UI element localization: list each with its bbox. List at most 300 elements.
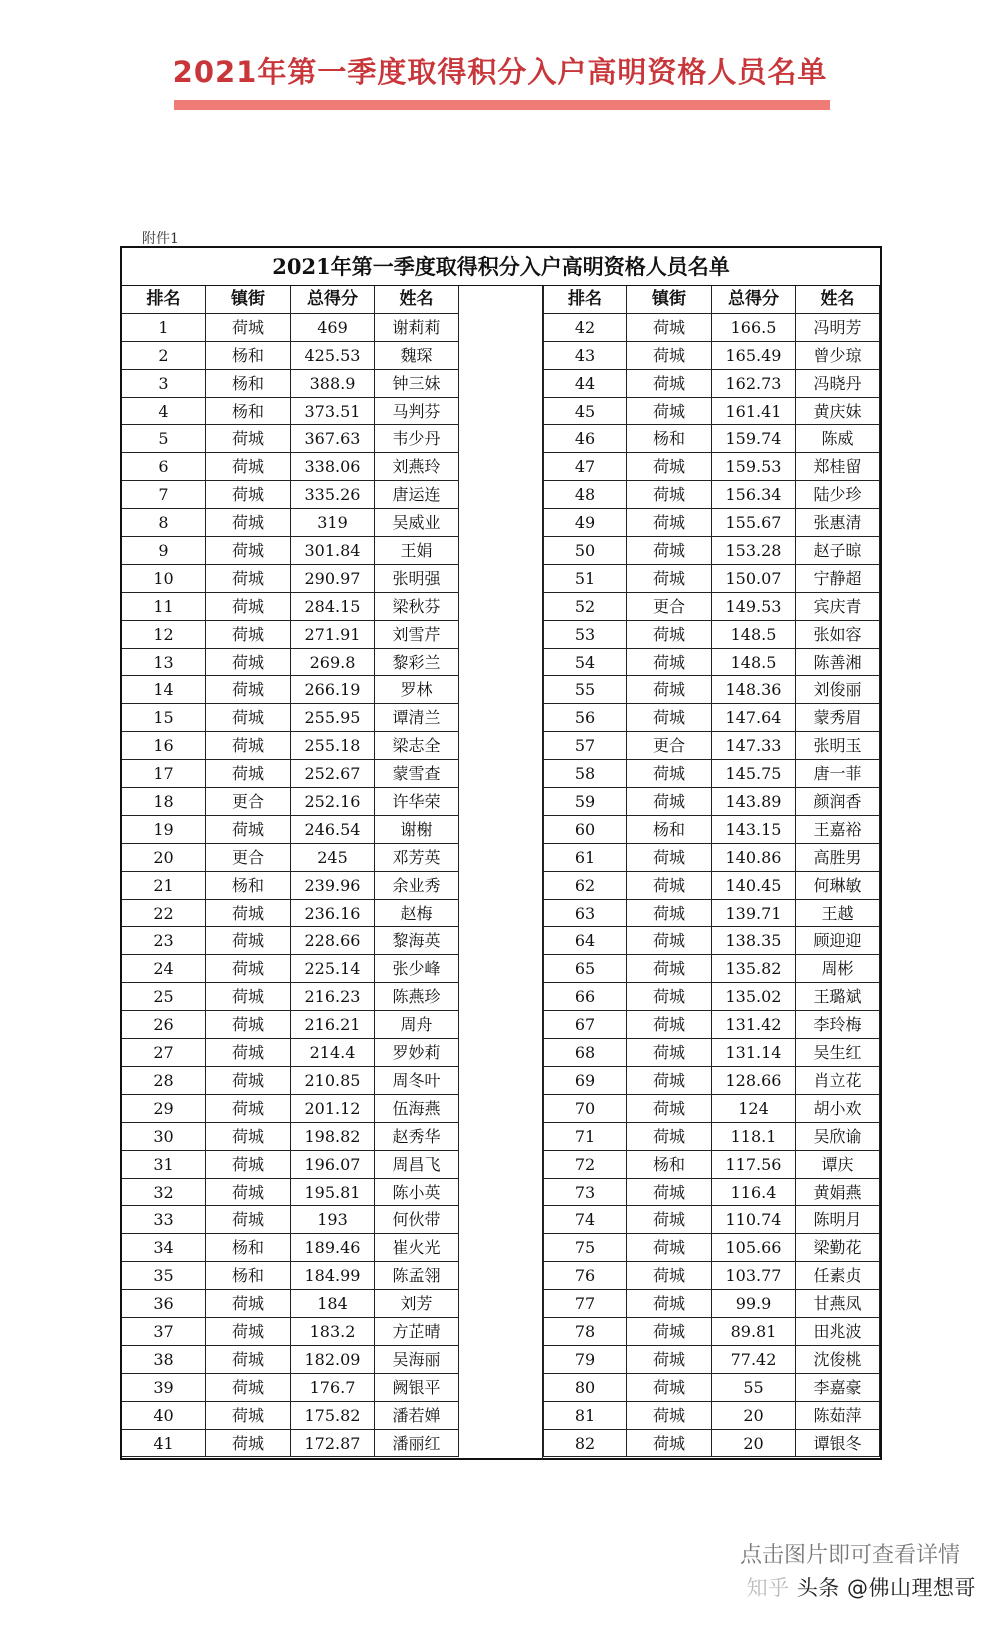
cell-town: 荷城 bbox=[627, 565, 712, 593]
cell-rank: 9 bbox=[122, 537, 206, 565]
cell-town: 杨和 bbox=[206, 342, 291, 370]
cell-name: 谢莉莉 bbox=[375, 314, 459, 342]
cell-score: 210.85 bbox=[291, 1067, 375, 1095]
cell-rank: 36 bbox=[122, 1290, 206, 1318]
cell-name: 余业秀 bbox=[375, 872, 459, 900]
cell-score: 216.21 bbox=[291, 1011, 375, 1039]
cell-name: 方芷晴 bbox=[375, 1318, 459, 1346]
cell-town: 荷城 bbox=[627, 1123, 712, 1151]
cell-name: 蒙雪查 bbox=[375, 760, 459, 788]
cell-score: 284.15 bbox=[291, 593, 375, 621]
cell-name: 吴威业 bbox=[375, 509, 459, 537]
cell-rank: 74 bbox=[543, 1206, 627, 1234]
watermark-zhihu: 知乎 bbox=[746, 1576, 790, 1600]
cell-town: 荷城 bbox=[627, 537, 712, 565]
cell-rank: 77 bbox=[543, 1290, 627, 1318]
cell-town: 荷城 bbox=[627, 1430, 712, 1458]
cell-name: 阙银平 bbox=[375, 1374, 459, 1402]
cell-town: 荷城 bbox=[627, 342, 712, 370]
cell-name: 梁志全 bbox=[375, 732, 459, 760]
cell-town: 荷城 bbox=[206, 1318, 291, 1346]
cell-town: 荷城 bbox=[627, 704, 712, 732]
cell-name: 甘燕凤 bbox=[796, 1290, 880, 1318]
cell-name: 许华荣 bbox=[375, 788, 459, 816]
cell-rank: 75 bbox=[543, 1234, 627, 1262]
cell-town: 荷城 bbox=[206, 1095, 291, 1123]
cell-score: 89.81 bbox=[712, 1318, 796, 1346]
cell-score: 189.46 bbox=[291, 1234, 375, 1262]
cell-rank: 55 bbox=[543, 676, 627, 704]
cell-rank: 26 bbox=[122, 1011, 206, 1039]
cell-town: 荷城 bbox=[627, 481, 712, 509]
header-score: 总得分 bbox=[712, 286, 796, 314]
cell-town: 更合 bbox=[206, 844, 291, 872]
cell-name: 陈孟翎 bbox=[375, 1262, 459, 1290]
cell-town: 荷城 bbox=[627, 900, 712, 928]
cell-score: 271.91 bbox=[291, 621, 375, 649]
table-left-half bbox=[122, 286, 459, 1457]
cell-town: 荷城 bbox=[206, 1206, 291, 1234]
cell-town: 荷城 bbox=[627, 788, 712, 816]
cell-rank: 29 bbox=[122, 1095, 206, 1123]
cell-score: 110.74 bbox=[712, 1206, 796, 1234]
cell-score: 290.97 bbox=[291, 565, 375, 593]
cell-rank: 23 bbox=[122, 927, 206, 955]
cell-town: 荷城 bbox=[627, 1206, 712, 1234]
cell-town: 荷城 bbox=[206, 621, 291, 649]
cell-rank: 38 bbox=[122, 1346, 206, 1374]
cell-score: 183.2 bbox=[291, 1318, 375, 1346]
cell-score: 182.09 bbox=[291, 1346, 375, 1374]
cell-rank: 39 bbox=[122, 1374, 206, 1402]
cell-rank: 68 bbox=[543, 1039, 627, 1067]
cell-score: 255.95 bbox=[291, 704, 375, 732]
cell-rank: 51 bbox=[543, 565, 627, 593]
header-town: 镇街 bbox=[627, 286, 712, 314]
cell-name: 郑桂留 bbox=[796, 453, 880, 481]
cell-name: 肖立花 bbox=[796, 1067, 880, 1095]
cell-rank: 18 bbox=[122, 788, 206, 816]
cell-name: 黎彩兰 bbox=[375, 649, 459, 677]
cell-town: 杨和 bbox=[206, 872, 291, 900]
cell-town: 荷城 bbox=[627, 1039, 712, 1067]
cell-town: 荷城 bbox=[206, 481, 291, 509]
cell-name: 沈俊桃 bbox=[796, 1346, 880, 1374]
cell-rank: 35 bbox=[122, 1262, 206, 1290]
cell-town: 荷城 bbox=[206, 1374, 291, 1402]
cell-score: 131.42 bbox=[712, 1011, 796, 1039]
cell-rank: 53 bbox=[543, 621, 627, 649]
cell-rank: 69 bbox=[543, 1067, 627, 1095]
cell-score: 138.35 bbox=[712, 927, 796, 955]
cell-name: 谭清兰 bbox=[375, 704, 459, 732]
cell-score: 469 bbox=[291, 314, 375, 342]
cell-rank: 3 bbox=[122, 370, 206, 398]
cell-name: 何琳敏 bbox=[796, 872, 880, 900]
cell-rank: 16 bbox=[122, 732, 206, 760]
cell-name: 王嘉裕 bbox=[796, 816, 880, 844]
cell-rank: 63 bbox=[543, 900, 627, 928]
cell-town: 荷城 bbox=[206, 983, 291, 1011]
cell-town: 荷城 bbox=[206, 1290, 291, 1318]
cell-town: 荷城 bbox=[627, 1262, 712, 1290]
cell-score: 135.02 bbox=[712, 983, 796, 1011]
cell-town: 更合 bbox=[627, 593, 712, 621]
cell-name: 谭银冬 bbox=[796, 1430, 880, 1458]
cell-rank: 67 bbox=[543, 1011, 627, 1039]
cell-town: 荷城 bbox=[206, 649, 291, 677]
cell-name: 赵子晾 bbox=[796, 537, 880, 565]
cell-name: 曾少琼 bbox=[796, 342, 880, 370]
cell-rank: 59 bbox=[543, 788, 627, 816]
cell-rank: 43 bbox=[543, 342, 627, 370]
cell-score: 166.5 bbox=[712, 314, 796, 342]
cell-rank: 24 bbox=[122, 955, 206, 983]
cell-name: 冯明芳 bbox=[796, 314, 880, 342]
cell-score: 147.33 bbox=[712, 732, 796, 760]
cell-name: 张明玉 bbox=[796, 732, 880, 760]
cell-rank: 6 bbox=[122, 453, 206, 481]
cell-town: 杨和 bbox=[627, 425, 712, 453]
cell-name: 谢榭 bbox=[375, 816, 459, 844]
cell-name: 赵梅 bbox=[375, 900, 459, 928]
cell-rank: 33 bbox=[122, 1206, 206, 1234]
cell-town: 荷城 bbox=[206, 1067, 291, 1095]
cell-name: 宾庆青 bbox=[796, 593, 880, 621]
cell-score: 139.71 bbox=[712, 900, 796, 928]
cell-rank: 48 bbox=[543, 481, 627, 509]
cell-score: 388.9 bbox=[291, 370, 375, 398]
cell-score: 135.82 bbox=[712, 955, 796, 983]
cell-town: 荷城 bbox=[627, 1346, 712, 1374]
cell-town: 荷城 bbox=[206, 453, 291, 481]
banner-underline bbox=[174, 100, 830, 110]
cell-town: 杨和 bbox=[206, 1262, 291, 1290]
cell-name: 唐一菲 bbox=[796, 760, 880, 788]
cell-rank: 13 bbox=[122, 649, 206, 677]
cell-name: 韦少丹 bbox=[375, 425, 459, 453]
cell-name: 梁勤花 bbox=[796, 1234, 880, 1262]
cell-town: 杨和 bbox=[206, 1234, 291, 1262]
cell-rank: 76 bbox=[543, 1262, 627, 1290]
cell-rank: 7 bbox=[122, 481, 206, 509]
cell-town: 荷城 bbox=[206, 593, 291, 621]
cell-rank: 60 bbox=[543, 816, 627, 844]
cell-town: 荷城 bbox=[627, 453, 712, 481]
cell-rank: 37 bbox=[122, 1318, 206, 1346]
cell-rank: 20 bbox=[122, 844, 206, 872]
cell-town: 荷城 bbox=[627, 1179, 712, 1207]
cell-score: 148.5 bbox=[712, 649, 796, 677]
cell-name: 宁静超 bbox=[796, 565, 880, 593]
cell-score: 269.8 bbox=[291, 649, 375, 677]
cell-score: 116.4 bbox=[712, 1179, 796, 1207]
cell-score: 193 bbox=[291, 1206, 375, 1234]
cell-rank: 57 bbox=[543, 732, 627, 760]
cell-name: 吴欣谕 bbox=[796, 1123, 880, 1151]
cell-score: 335.26 bbox=[291, 481, 375, 509]
cell-town: 荷城 bbox=[627, 1318, 712, 1346]
cell-town: 荷城 bbox=[627, 844, 712, 872]
cell-rank: 8 bbox=[122, 509, 206, 537]
cell-town: 荷城 bbox=[627, 1067, 712, 1095]
cell-rank: 56 bbox=[543, 704, 627, 732]
cell-rank: 31 bbox=[122, 1151, 206, 1179]
cell-rank: 64 bbox=[543, 927, 627, 955]
cell-name: 陈明月 bbox=[796, 1206, 880, 1234]
cell-town: 荷城 bbox=[206, 1346, 291, 1374]
cell-name: 马判芬 bbox=[375, 398, 459, 426]
watermark bbox=[747, 1572, 976, 1602]
cell-name: 陈小英 bbox=[375, 1179, 459, 1207]
cell-name: 赵秀华 bbox=[375, 1123, 459, 1151]
cell-rank: 71 bbox=[543, 1123, 627, 1151]
cell-score: 159.74 bbox=[712, 425, 796, 453]
cell-name: 邓芳英 bbox=[375, 844, 459, 872]
cell-score: 252.16 bbox=[291, 788, 375, 816]
cell-town: 荷城 bbox=[206, 1039, 291, 1067]
cell-name: 谭庆 bbox=[796, 1151, 880, 1179]
cell-score: 214.4 bbox=[291, 1039, 375, 1067]
cell-rank: 15 bbox=[122, 704, 206, 732]
cell-name: 蒙秀眉 bbox=[796, 704, 880, 732]
cell-score: 236.16 bbox=[291, 900, 375, 928]
cell-town: 荷城 bbox=[206, 927, 291, 955]
cell-rank: 10 bbox=[122, 565, 206, 593]
ranking-table bbox=[120, 246, 882, 1460]
cell-town: 荷城 bbox=[206, 565, 291, 593]
cell-score: 103.77 bbox=[712, 1262, 796, 1290]
cell-name: 陈茹萍 bbox=[796, 1402, 880, 1430]
cell-score: 155.67 bbox=[712, 509, 796, 537]
cell-rank: 62 bbox=[543, 872, 627, 900]
cell-name: 顾迎迎 bbox=[796, 927, 880, 955]
cell-town: 杨和 bbox=[627, 816, 712, 844]
cell-score: 145.75 bbox=[712, 760, 796, 788]
cell-rank: 49 bbox=[543, 509, 627, 537]
cell-score: 153.28 bbox=[712, 537, 796, 565]
cell-town: 荷城 bbox=[627, 760, 712, 788]
cell-rank: 22 bbox=[122, 900, 206, 928]
cell-rank: 65 bbox=[543, 955, 627, 983]
cell-rank: 28 bbox=[122, 1067, 206, 1095]
watermark-toutiao: 头条 @佛山理想哥 bbox=[796, 1576, 976, 1600]
cell-town: 荷城 bbox=[627, 621, 712, 649]
cell-name: 李玲梅 bbox=[796, 1011, 880, 1039]
cell-town: 杨和 bbox=[627, 1151, 712, 1179]
cell-rank: 79 bbox=[543, 1346, 627, 1374]
cell-name: 周昌飞 bbox=[375, 1151, 459, 1179]
table-gap-column bbox=[459, 286, 543, 1460]
cell-name: 陈威 bbox=[796, 425, 880, 453]
cell-name: 张如容 bbox=[796, 621, 880, 649]
cell-town: 荷城 bbox=[206, 955, 291, 983]
cell-name: 张少峰 bbox=[375, 955, 459, 983]
cell-score: 425.53 bbox=[291, 342, 375, 370]
cell-score: 148.36 bbox=[712, 676, 796, 704]
cell-score: 143.89 bbox=[712, 788, 796, 816]
cell-score: 165.49 bbox=[712, 342, 796, 370]
table-title: 2021年第一季度取得积分入户高明资格人员名单 bbox=[122, 248, 880, 286]
cell-town: 荷城 bbox=[206, 1151, 291, 1179]
cell-name: 唐运连 bbox=[375, 481, 459, 509]
cell-town: 荷城 bbox=[206, 732, 291, 760]
header-name: 姓名 bbox=[796, 286, 880, 314]
cell-name: 任素贞 bbox=[796, 1262, 880, 1290]
cell-score: 198.82 bbox=[291, 1123, 375, 1151]
table-grid-right bbox=[543, 286, 880, 1457]
cell-name: 田兆波 bbox=[796, 1318, 880, 1346]
cell-town: 荷城 bbox=[627, 955, 712, 983]
cell-score: 20 bbox=[712, 1430, 796, 1458]
cell-rank: 5 bbox=[122, 425, 206, 453]
cell-name: 胡小欢 bbox=[796, 1095, 880, 1123]
cell-score: 338.06 bbox=[291, 453, 375, 481]
cell-town: 荷城 bbox=[627, 1374, 712, 1402]
cell-rank: 4 bbox=[122, 398, 206, 426]
cell-name: 颜润香 bbox=[796, 788, 880, 816]
cell-score: 195.81 bbox=[291, 1179, 375, 1207]
cell-town: 荷城 bbox=[627, 649, 712, 677]
cell-town: 荷城 bbox=[627, 1290, 712, 1318]
cell-rank: 72 bbox=[543, 1151, 627, 1179]
cell-town: 荷城 bbox=[627, 314, 712, 342]
cell-town: 荷城 bbox=[206, 704, 291, 732]
cell-score: 149.53 bbox=[712, 593, 796, 621]
cell-score: 246.54 bbox=[291, 816, 375, 844]
banner-title: 2021年第一季度取得积分入户高明资格人员名单 bbox=[172, 55, 828, 89]
cell-town: 荷城 bbox=[627, 370, 712, 398]
cell-score: 245 bbox=[291, 844, 375, 872]
cell-town: 荷城 bbox=[627, 676, 712, 704]
cell-score: 367.63 bbox=[291, 425, 375, 453]
cell-town: 荷城 bbox=[206, 1430, 291, 1458]
cell-score: 128.66 bbox=[712, 1067, 796, 1095]
cell-score: 131.14 bbox=[712, 1039, 796, 1067]
cell-name: 潘若婵 bbox=[375, 1402, 459, 1430]
cell-name: 黎海英 bbox=[375, 927, 459, 955]
cell-score: 161.41 bbox=[712, 398, 796, 426]
cell-name: 张惠清 bbox=[796, 509, 880, 537]
cell-rank: 21 bbox=[122, 872, 206, 900]
cell-score: 239.96 bbox=[291, 872, 375, 900]
view-details-hint[interactable]: 点击图片即可查看详情 bbox=[739, 1543, 960, 1568]
cell-score: 159.53 bbox=[712, 453, 796, 481]
cell-name: 周冬叶 bbox=[375, 1067, 459, 1095]
cell-rank: 58 bbox=[543, 760, 627, 788]
cell-name: 陆少珍 bbox=[796, 481, 880, 509]
cell-name: 陈燕珍 bbox=[375, 983, 459, 1011]
cell-rank: 32 bbox=[122, 1179, 206, 1207]
cell-town: 荷城 bbox=[206, 425, 291, 453]
cell-score: 140.45 bbox=[712, 872, 796, 900]
cell-score: 156.34 bbox=[712, 481, 796, 509]
cell-name: 刘俊丽 bbox=[796, 676, 880, 704]
cell-rank: 42 bbox=[543, 314, 627, 342]
cell-score: 148.5 bbox=[712, 621, 796, 649]
cell-rank: 34 bbox=[122, 1234, 206, 1262]
cell-rank: 27 bbox=[122, 1039, 206, 1067]
cell-name: 王越 bbox=[796, 900, 880, 928]
header-town: 镇街 bbox=[206, 286, 291, 314]
cell-town: 荷城 bbox=[206, 314, 291, 342]
cell-town: 荷城 bbox=[206, 1123, 291, 1151]
cell-town: 荷城 bbox=[627, 398, 712, 426]
table-right-half bbox=[543, 286, 880, 1457]
cell-rank: 11 bbox=[122, 593, 206, 621]
cell-score: 143.15 bbox=[712, 816, 796, 844]
cell-name: 刘燕玲 bbox=[375, 453, 459, 481]
cell-town: 更合 bbox=[627, 732, 712, 760]
cell-score: 147.64 bbox=[712, 704, 796, 732]
cell-rank: 46 bbox=[543, 425, 627, 453]
cell-score: 162.73 bbox=[712, 370, 796, 398]
cell-rank: 44 bbox=[543, 370, 627, 398]
cell-town: 荷城 bbox=[206, 760, 291, 788]
cell-score: 20 bbox=[712, 1402, 796, 1430]
cell-name: 吴海丽 bbox=[375, 1346, 459, 1374]
cell-rank: 40 bbox=[122, 1402, 206, 1430]
cell-town: 荷城 bbox=[627, 983, 712, 1011]
cell-score: 301.84 bbox=[291, 537, 375, 565]
cell-rank: 45 bbox=[543, 398, 627, 426]
cell-rank: 80 bbox=[543, 1374, 627, 1402]
cell-town: 荷城 bbox=[627, 1402, 712, 1430]
cell-name: 周彬 bbox=[796, 955, 880, 983]
cell-town: 荷城 bbox=[627, 1234, 712, 1262]
cell-rank: 12 bbox=[122, 621, 206, 649]
cell-score: 55 bbox=[712, 1374, 796, 1402]
cell-score: 150.07 bbox=[712, 565, 796, 593]
cell-town: 荷城 bbox=[206, 676, 291, 704]
header-name: 姓名 bbox=[375, 286, 459, 314]
cell-rank: 30 bbox=[122, 1123, 206, 1151]
cell-rank: 52 bbox=[543, 593, 627, 621]
cell-name: 刘芳 bbox=[375, 1290, 459, 1318]
cell-score: 228.66 bbox=[291, 927, 375, 955]
cell-rank: 50 bbox=[543, 537, 627, 565]
cell-town: 荷城 bbox=[627, 1011, 712, 1039]
cell-score: 77.42 bbox=[712, 1346, 796, 1374]
cell-name: 钟三妹 bbox=[375, 370, 459, 398]
cell-score: 225.14 bbox=[291, 955, 375, 983]
cell-rank: 2 bbox=[122, 342, 206, 370]
cell-rank: 81 bbox=[543, 1402, 627, 1430]
cell-town: 荷城 bbox=[206, 509, 291, 537]
cell-rank: 47 bbox=[543, 453, 627, 481]
cell-score: 255.18 bbox=[291, 732, 375, 760]
cell-town: 荷城 bbox=[627, 509, 712, 537]
cell-name: 黄庆妹 bbox=[796, 398, 880, 426]
cell-town: 荷城 bbox=[206, 1402, 291, 1430]
cell-score: 252.67 bbox=[291, 760, 375, 788]
cell-name: 黄娟燕 bbox=[796, 1179, 880, 1207]
cell-name: 伍海燕 bbox=[375, 1095, 459, 1123]
cell-town: 荷城 bbox=[206, 1011, 291, 1039]
cell-score: 105.66 bbox=[712, 1234, 796, 1262]
cell-score: 117.56 bbox=[712, 1151, 796, 1179]
cell-name: 何伙带 bbox=[375, 1206, 459, 1234]
cell-rank: 17 bbox=[122, 760, 206, 788]
cell-name: 高胜男 bbox=[796, 844, 880, 872]
cell-name: 潘丽红 bbox=[375, 1430, 459, 1458]
cell-score: 175.82 bbox=[291, 1402, 375, 1430]
cell-score: 184.99 bbox=[291, 1262, 375, 1290]
cell-rank: 41 bbox=[122, 1430, 206, 1458]
cell-score: 140.86 bbox=[712, 844, 796, 872]
cell-rank: 19 bbox=[122, 816, 206, 844]
cell-name: 魏琛 bbox=[375, 342, 459, 370]
